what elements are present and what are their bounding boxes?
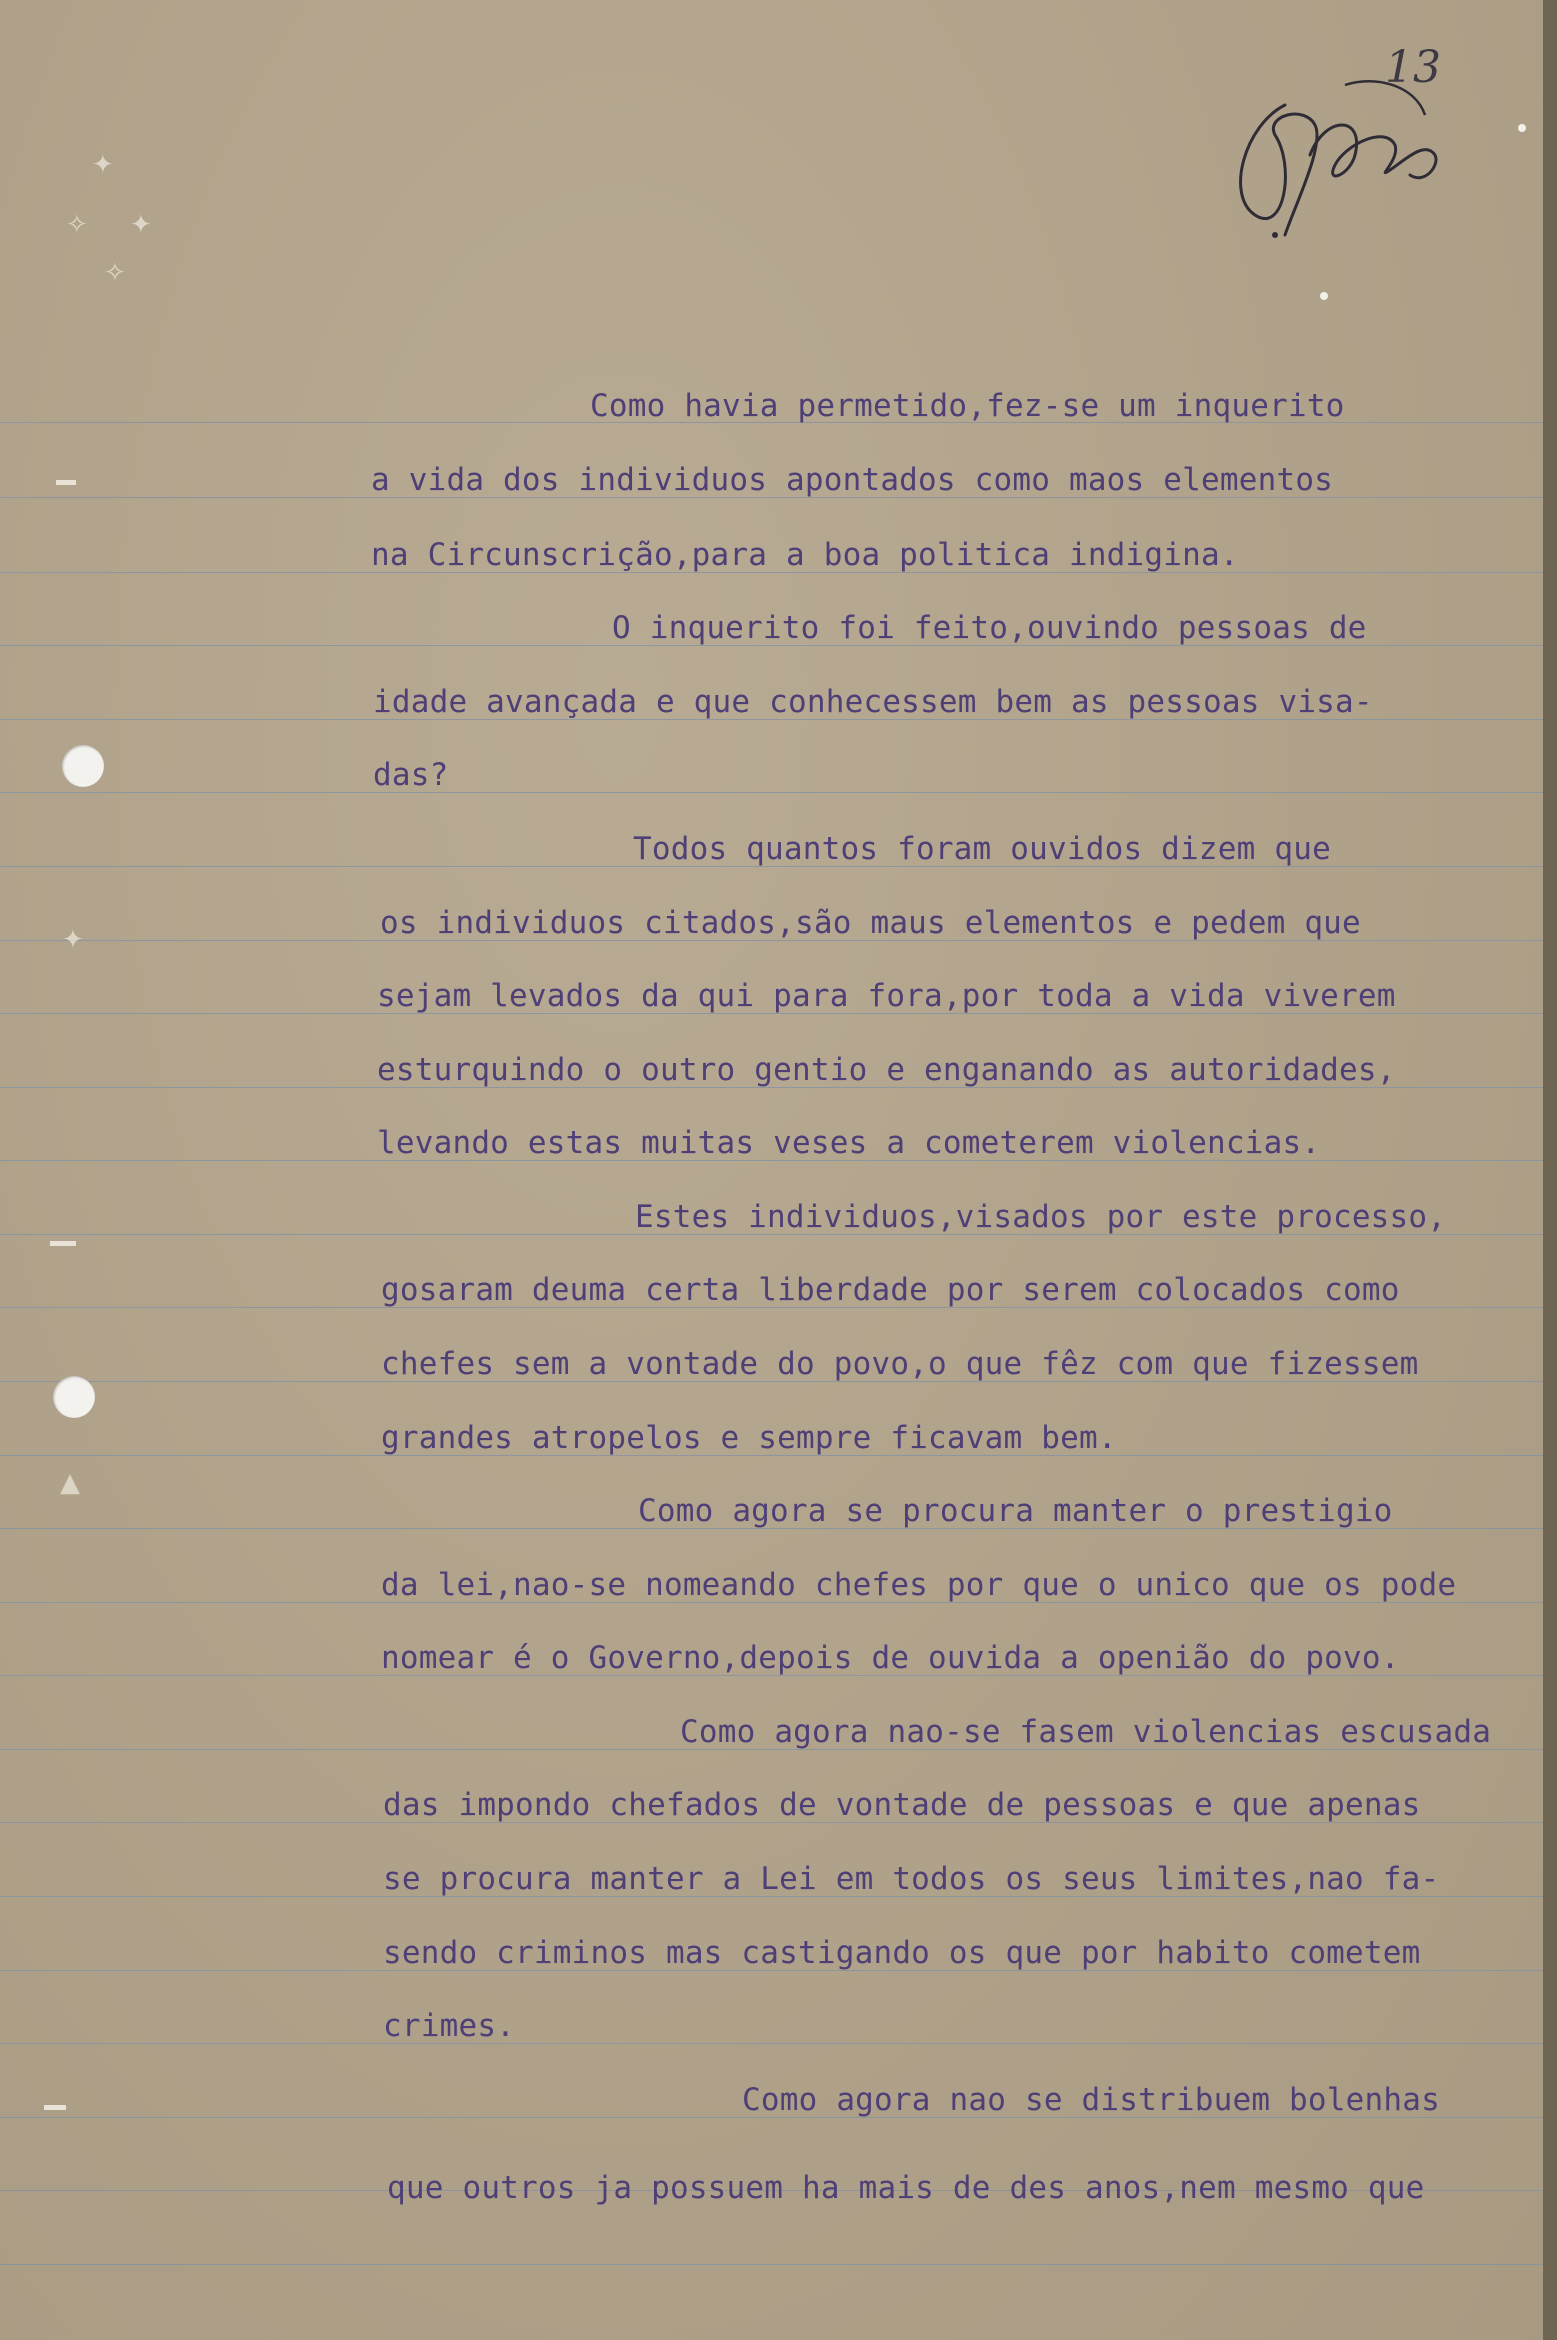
text-line: Como havia permetido,fez-se um inquerito [590,388,1345,424]
margin-mark [56,480,76,485]
text-line: esturquindo o outro gentio e enganando as autoridades, [377,1052,1396,1088]
handwritten-signature [1225,45,1455,245]
text-line: na Circunscrição,para a boa politica indigina. [371,537,1239,573]
text-line: os individuos citados,são maus elementos e pedem que [380,905,1361,941]
text-line: levando estas muitas veses a cometerem violencias. [377,1125,1321,1161]
margin-mark [50,1241,76,1246]
text-line: das impondo chefados de vontade de pessoas e que apenas [383,1787,1421,1823]
text-line: Todos quantos foram ouvidos dizem que [633,831,1331,867]
text-line: sendo criminos mas castigando os que por habito cometem [383,1935,1421,1971]
text-line: se procura manter a Lei em todos os seus limites,nao fa- [383,1861,1440,1897]
text-line: da lei,nao-se nomeando chefes por que o unico que os pode [381,1567,1457,1603]
margin-mark [44,2105,66,2110]
text-line: O inquerito foi feito,ouvindo pessoas de [612,610,1367,646]
folio-number: 13 [1385,42,1441,93]
punch-hole [53,1376,95,1418]
text-line: Como agora nao-se fasem violencias escusada [680,1714,1492,1750]
paper-speck [1518,124,1526,132]
paper-speck [1320,292,1328,300]
text-line: a vida dos individuos apontados como maos elementos [371,462,1334,498]
text-line: grandes atropelos e sempre ficavam bem. [381,1420,1117,1456]
paper-damage: ✧ [104,258,126,288]
paper-damage: ▲ [60,1468,80,1498]
text-line: sejam levados da qui para fora,por toda a vida viverem [377,978,1396,1014]
ruled-line [0,792,1545,793]
text-line: crimes. [383,2008,516,2044]
text-line: gosaram deuma certa liberdade por serem colocados como [381,1272,1400,1308]
text-line: Estes individuos,visados por este processo, [635,1199,1447,1235]
ruled-line [0,2264,1545,2265]
text-line: Como agora nao se distribuem bolenhas [742,2082,1440,2118]
text-line: Como agora se procura manter o prestigio [638,1493,1393,1529]
text-line: nomear é o Governo,depois de ouvida a openião do povo. [381,1640,1400,1676]
text-line: chefes sem a vontade do povo,o que fêz com que fizessem [381,1346,1419,1382]
text-line: das? [373,757,449,793]
paper-damage: ✦ [62,925,84,955]
paper-damage: ✧ [66,210,88,240]
text-line: idade avançada e que conhecessem bem as pessoas visa- [373,684,1373,720]
page-edge [1543,0,1557,2340]
ruled-line [0,2043,1545,2044]
text-line: que outros ja possuem ha mais de des anos,nem mesmo que [387,2170,1425,2206]
punch-hole [62,745,104,787]
paper-damage: ✦ [130,210,152,240]
paper-damage: ✦ [92,150,114,180]
